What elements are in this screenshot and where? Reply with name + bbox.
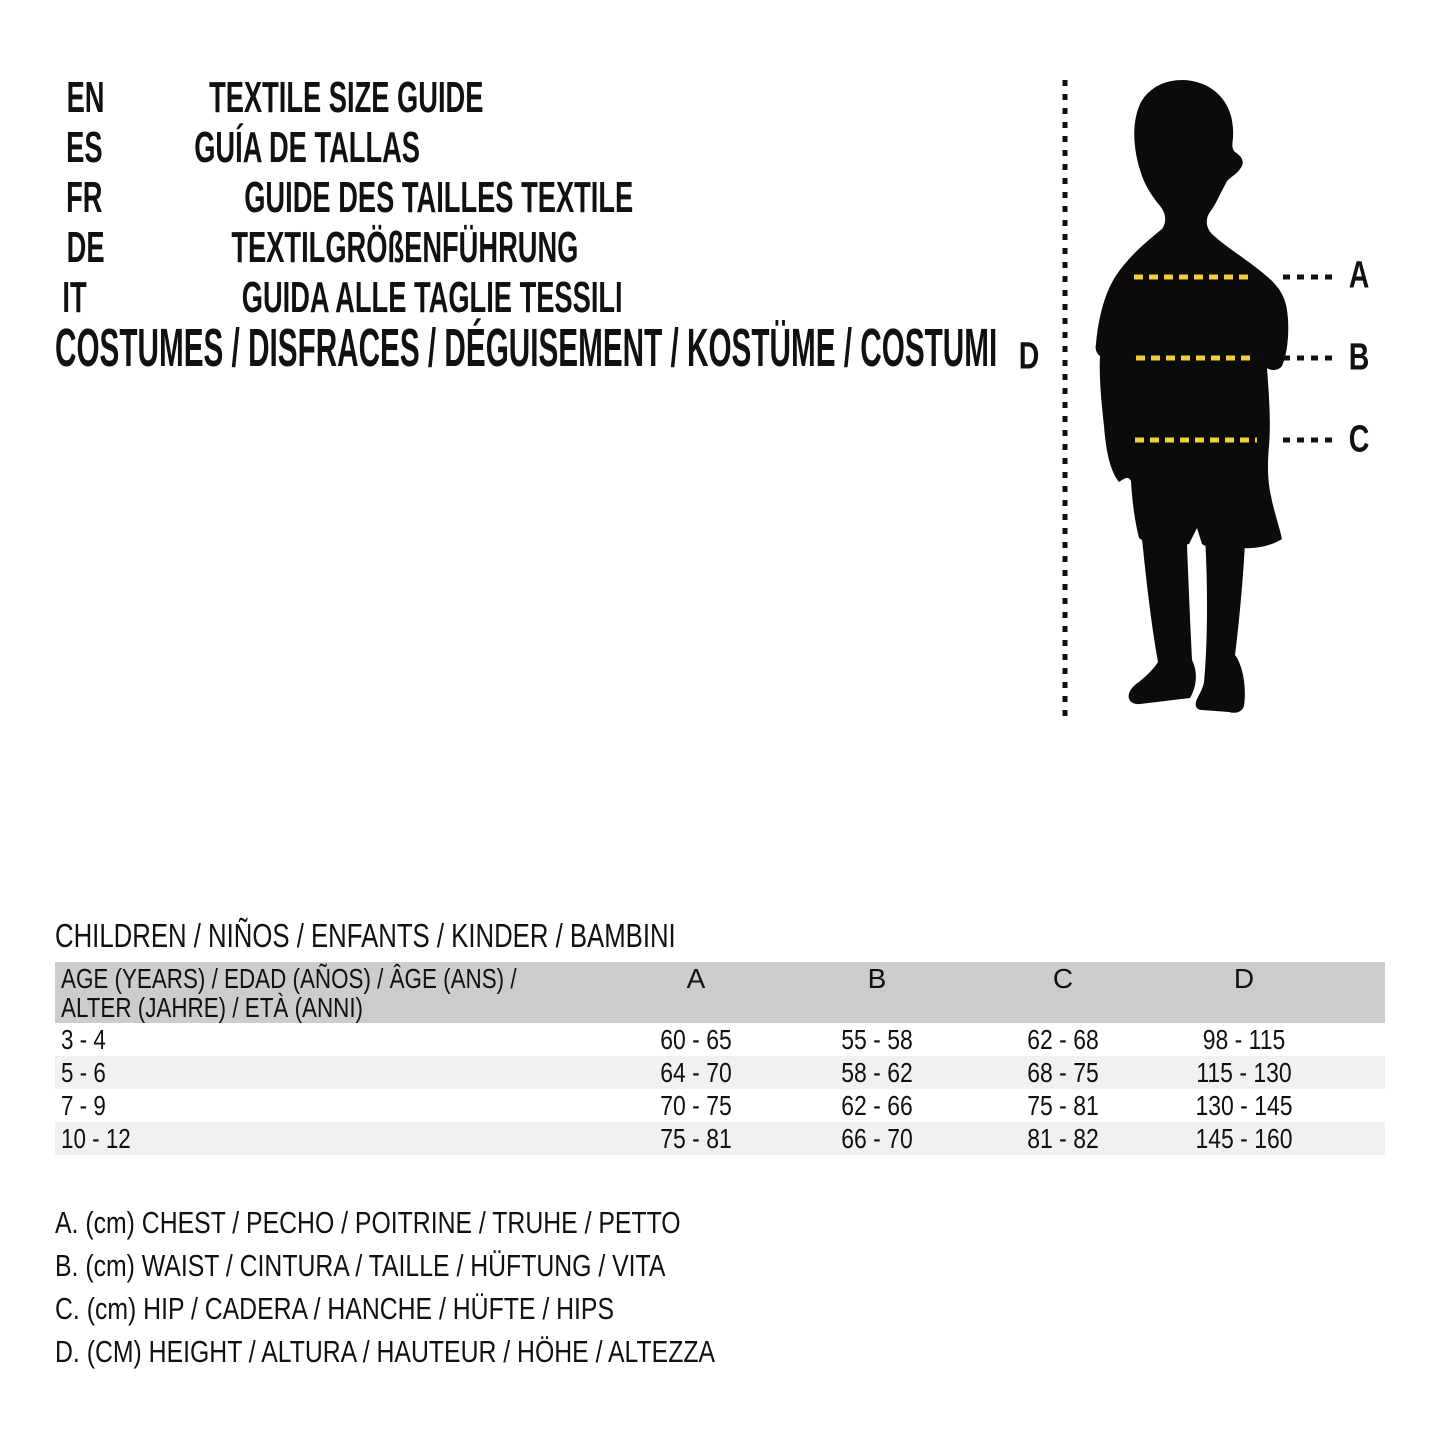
waist-cell: 58 - 62 — [841, 1057, 913, 1088]
language-title-list — [55, 73, 955, 323]
child-silhouette-left-leg — [1129, 518, 1196, 704]
table-section-title-text: CHILDREN / NIÑOS / ENFANTS / KINDER / BAMBINI — [55, 917, 676, 954]
age-column-header-line2: ALTER (JAHRE) / ETÀ (ANNI) — [61, 992, 364, 1023]
height-cell: 115 - 130 — [1196, 1057, 1292, 1088]
legend-chest-text: A. (cm) CHEST / PECHO / POITRINE / TRUHE / PETTO — [55, 1205, 681, 1240]
language-title: TEXTILE SIZE GUIDE — [209, 73, 484, 122]
table-row — [55, 1023, 1385, 1056]
table-section-title — [55, 916, 851, 956]
child-silhouette-figure — [1000, 60, 1400, 730]
language-row-fr — [55, 173, 955, 223]
child-silhouette-right-leg — [1196, 522, 1246, 713]
language-row-de — [55, 223, 955, 273]
column-header-d: D — [1233, 963, 1255, 994]
legend-height-text: D. (CM) HEIGHT / ALTURA / HAUTEUR / HÖHE / ALTEZZA — [55, 1334, 716, 1369]
waist-cell: 62 - 66 — [841, 1090, 913, 1121]
legend-waist-text: B. (cm) WAIST / CINTURA / TAILLE / HÜFTUNG / VITA — [55, 1248, 666, 1283]
language-code: ES — [66, 123, 103, 172]
legend-hip — [55, 1287, 880, 1330]
hip-label: C — [1348, 418, 1370, 461]
size-table — [55, 962, 1385, 1155]
language-code: FR — [66, 173, 103, 222]
hip-cell: 75 - 81 — [1027, 1090, 1099, 1121]
age-cell: 7 - 9 — [61, 1090, 106, 1121]
language-title: GUIDE DES TAILLES TEXTILE — [244, 173, 634, 222]
table-row — [55, 1056, 1385, 1089]
height-cell: 130 - 145 — [1195, 1090, 1293, 1121]
age-cell: 10 - 12 — [61, 1123, 131, 1154]
table-row — [55, 1122, 1385, 1155]
legend-height — [55, 1330, 880, 1373]
waist-cell: 66 - 70 — [841, 1123, 913, 1154]
language-title: GUÍA DE TALLAS — [194, 123, 421, 172]
waist-cell: 55 - 58 — [841, 1024, 913, 1055]
language-row-es — [55, 123, 955, 173]
age-column-header-line1: AGE (YEARS) / EDAD (AÑOS) / ÂGE (ANS) / — [61, 963, 517, 994]
child-silhouette — [1096, 80, 1289, 549]
hip-cell: 81 - 82 — [1027, 1123, 1099, 1154]
hip-cell: 68 - 75 — [1027, 1057, 1099, 1088]
language-code: EN — [66, 73, 105, 122]
hip-cell: 62 - 68 — [1027, 1024, 1099, 1055]
chest-cell: 75 - 81 — [660, 1123, 732, 1154]
age-cell: 3 - 4 — [61, 1024, 106, 1055]
height-cell: 98 - 115 — [1202, 1024, 1286, 1055]
language-code: IT — [62, 273, 87, 322]
chest-cell: 64 - 70 — [660, 1057, 732, 1088]
language-row-en — [55, 73, 955, 123]
language-code: DE — [66, 223, 105, 272]
chest-cell: 60 - 65 — [660, 1024, 732, 1055]
age-cell: 5 - 6 — [61, 1057, 106, 1088]
legend-hip-text: C. (cm) HIP / CADERA / HANCHE / HÜFTE / HIPS — [55, 1291, 614, 1326]
language-title: GUIDA ALLE TAGLIE TESSILI — [241, 273, 623, 322]
waist-label: B — [1348, 336, 1370, 379]
column-header-b: B — [867, 963, 887, 994]
language-row-it — [55, 273, 955, 323]
measurement-legend — [55, 1201, 880, 1373]
height-cell: 145 - 160 — [1195, 1123, 1293, 1154]
chest-label: A — [1348, 254, 1370, 297]
height-label: D — [1018, 335, 1040, 378]
size-table-header — [55, 962, 1385, 1023]
category-title-text: COSTUMES / DISFRACES / DÉGUISEMENT / KOSTÜME / COSTUMI — [55, 318, 998, 378]
chest-cell: 70 - 75 — [660, 1090, 732, 1121]
column-header-a: A — [686, 963, 706, 994]
legend-waist — [55, 1244, 880, 1287]
table-row — [55, 1089, 1385, 1122]
column-header-c: C — [1052, 963, 1074, 994]
language-title: TEXTILGRÖßENFÜHRUNG — [231, 223, 579, 272]
legend-chest — [55, 1201, 880, 1244]
